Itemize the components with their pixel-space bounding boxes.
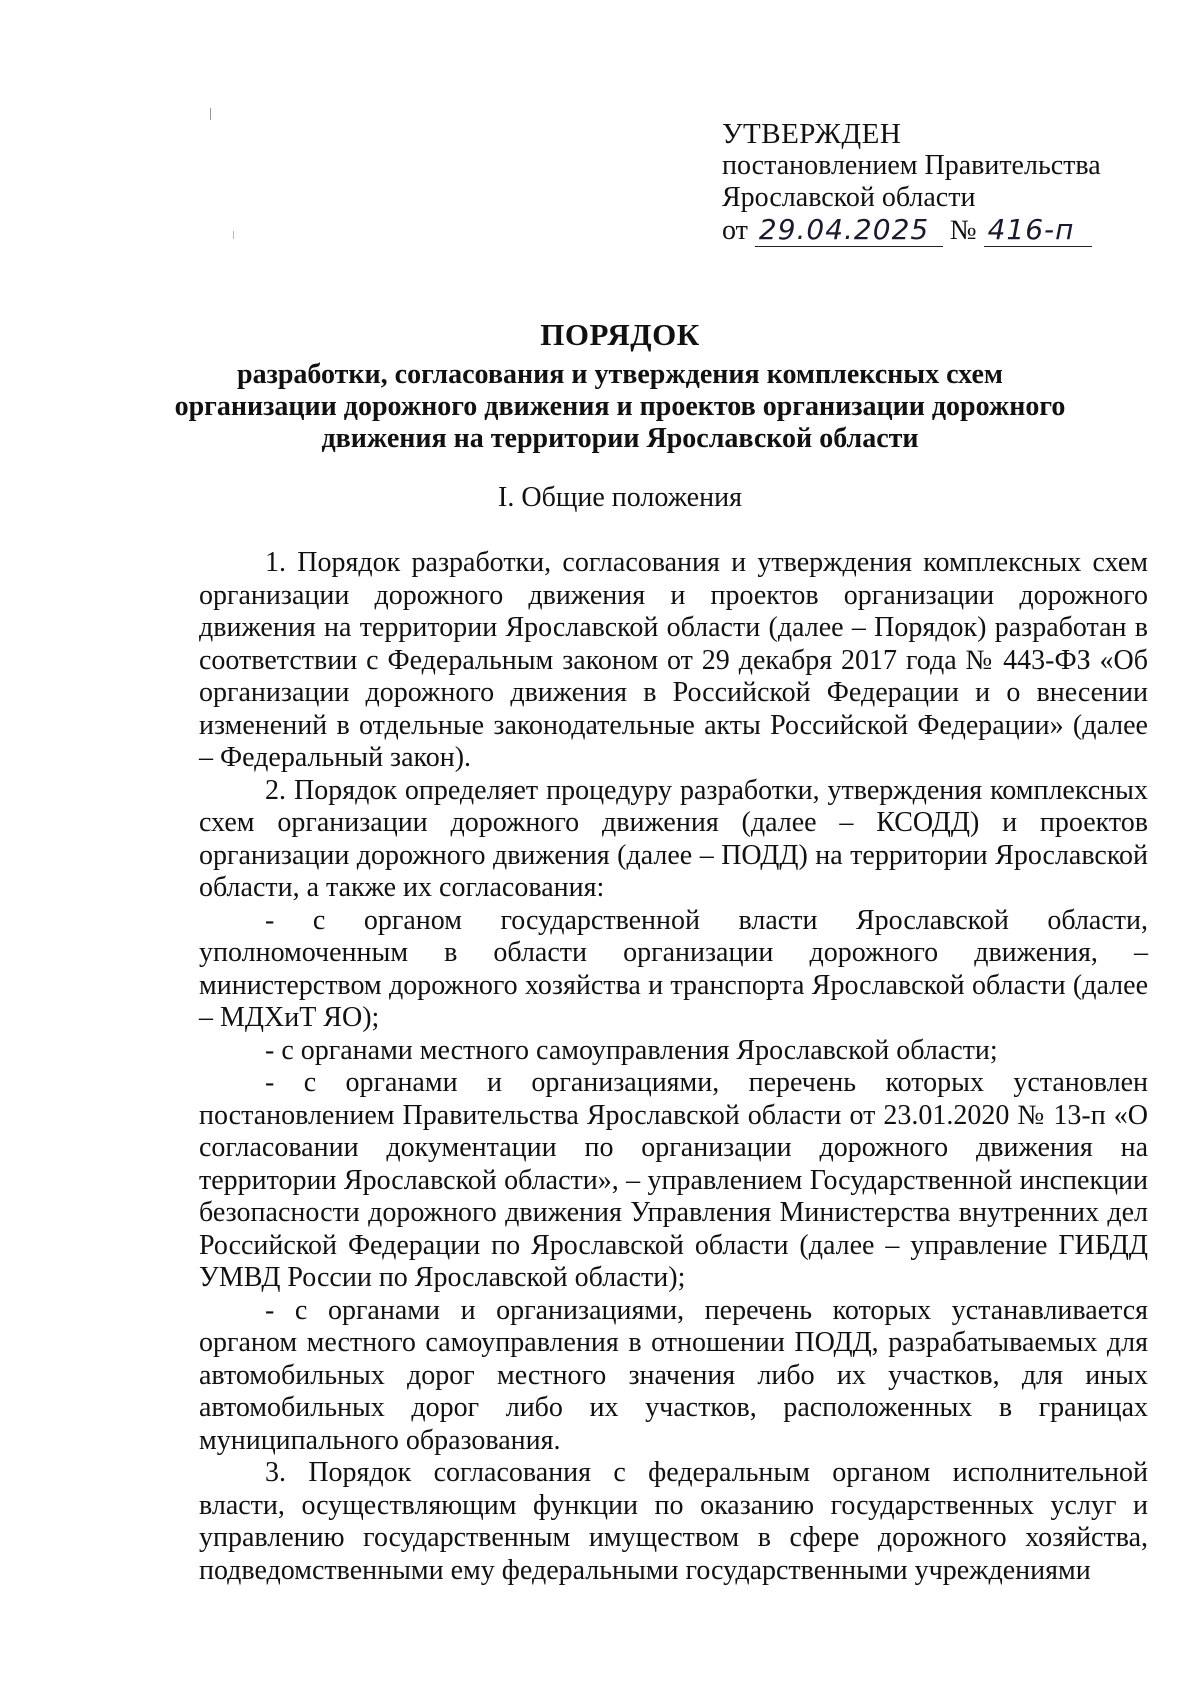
list-item: - с органом государственной власти Ярославской области, уполномоченным в области организации дорожного движения, – министерством дорожного хозяйства и транспорта Ярославской области (далее – МДХиТ ЯО); bbox=[199, 904, 1148, 1033]
approval-line-2: Ярославской области bbox=[722, 182, 976, 213]
paragraph-3: 3. Порядок согласования с федеральным органом исполнительной власти, осуществляющим функции по оказанию государственных услуг и управлению государственным имуществом в сфере дорожного хозяйства, подведомственными ему федеральными государственными учреждениями bbox=[199, 1457, 1148, 1586]
approval-block bbox=[722, 118, 1162, 247]
handwritten-date: 29.04.2025 bbox=[755, 214, 943, 247]
title-subtitle: разработки, согласования и утверждения комплексных схем организации дорожного движения и проектов организации дорожного движения на территории Ярославской области bbox=[174, 359, 1066, 454]
list-item: - с органами местного самоуправления Ярославской области; bbox=[265, 1034, 998, 1066]
handwritten-number: 416-п bbox=[984, 214, 1092, 247]
approval-heading: УТВЕРЖДЕН bbox=[722, 118, 902, 150]
date-prefix: от bbox=[722, 215, 748, 246]
list-item: - с органами и организациями, перечень которых установлен постановлением Правительства Ярославской области от 23.01.2020 № 13-п «О согласовании документации по организации дорожного движения на территории Ярославской области», – управлением Государственной инспекции безопасности дорожного движения Управления Министерства внутренних дел Российской Федерации по Ярославской области (далее – управление ГИБДД УМВД России по Ярославской области); bbox=[199, 1067, 1148, 1293]
title-main: ПОРЯДОК bbox=[540, 317, 700, 352]
approval-line-1: постановлением Правительства bbox=[722, 150, 1101, 181]
scan-mark bbox=[233, 231, 234, 239]
document-body bbox=[199, 547, 1148, 1587]
paragraph-2: 2. Порядок определяет процедуру разработки, утверждения комплексных схем организации дорожного движения (далее – КСОДД) и проектов организации дорожного движения (далее – ПОДД) на территории Ярославской области, а также их согласования: bbox=[199, 774, 1148, 903]
paragraph-1: 1. Порядок разработки, согласования и утверждения комплексных схем организации дорожного движения и проектов организации дорожного движения на территории Ярославской области (далее – Порядок) разработан в соответствии с Федеральным законом от 29 декабря 2017 года № 443-ФЗ «Об организации дорожного движения в Российской Федерации и о внесении изменений в отдельные законодательные акты Российской Федерации» (далее – Федеральный закон). bbox=[199, 547, 1148, 773]
approval-date-line bbox=[722, 214, 1162, 247]
document-title bbox=[160, 315, 1080, 455]
scan-mark bbox=[210, 108, 211, 120]
number-prefix: № bbox=[949, 215, 977, 246]
section-heading: I. Общие положения bbox=[498, 482, 742, 513]
list-item: - с органами и организациями, перечень которых устанавливается органом местного самоуправления в отношении ПОДД, разрабатываемых для автомобильных дорог местного значения либо их участков, для иных автомобильных дорог либо их участков, расположенных в границах муниципального образования. bbox=[199, 1294, 1148, 1456]
